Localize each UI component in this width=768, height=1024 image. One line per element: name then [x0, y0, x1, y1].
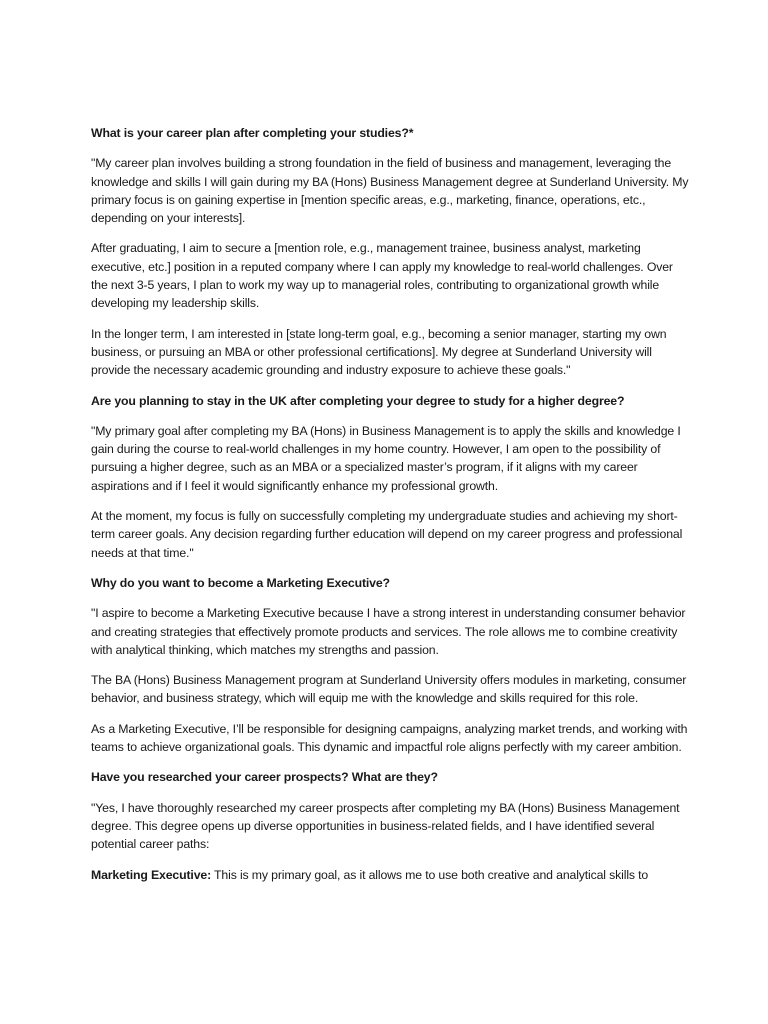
career-path-item — [91, 866, 691, 884]
section-marketing-executive — [91, 574, 691, 756]
answer-paragraph: In the longer term, I am interested in [state long-term goal, e.g., becoming a senior manager, starting my own business, or pursuing an MBA or other professional certifications]. My degree at Sunderland University will provide the necessary academic grounding and industry exposure to achieve these goals." — [91, 326, 667, 378]
answer-paragraph: "My career plan involves building a strong foundation in the field of business and management, leveraging the knowledge and skills I will gain during my BA (Hons) Business Management degree at Sunderland University. My primary focus is on gaining expertise in [mention specific areas, e.g., marketing, finance, operations, etc., depending on your interests]. — [91, 156, 689, 226]
answer-paragraph: At the moment, my focus is fully on successfully completing my undergraduate studies and achieving my short-term career goals. Any decision regarding further education will depend on my career progress and professional needs at that time." — [91, 509, 683, 560]
question-heading: Are you planning to stay in the UK after completing your degree to study for a higher degree? — [91, 393, 625, 408]
answer-paragraph: The BA (Hons) Business Management program at Sunderland University offers modules in marketing, consumer behavior, and business strategy, which will equip me with the knowledge and skills required for this role. — [91, 673, 687, 706]
answer-paragraph: "I aspire to become a Marketing Executive because I have a strong interest in understanding consumer behavior and creating strategies that effectively promote products and services. The role allows me to combine creativity with analytical thinking, which matches my strengths and passion. — [91, 606, 686, 657]
question-heading: Why do you want to become a Marketing Executive? — [91, 575, 390, 590]
section-career-prospects — [91, 768, 691, 883]
answer-paragraph: "Yes, I have thoroughly researched my career prospects after completing my BA (Hons) Business Management degree. This degree opens up diverse opportunities in business-related fields, and I have identified several potential career paths: — [91, 800, 680, 852]
document-page — [91, 124, 691, 896]
question-heading: Have you researched your career prospects? What are they? — [91, 770, 438, 785]
career-path-text: This is my primary goal, as it allows me to use both creative and analytical skills to — [211, 867, 649, 882]
section-career-plan — [91, 124, 691, 380]
question-heading: What is your career plan after completing your studies?* — [91, 126, 414, 140]
answer-paragraph: As a Marketing Executive, I’ll be responsible for designing campaigns, analyzing market trends, and working with teams to achieve organizational goals. This dynamic and impactful role aligns perfectly with my career ambition. — [91, 721, 688, 755]
answer-paragraph: "My primary goal after completing my BA (Hons) in Business Management is to apply the skills and knowledge I gain during the course to real-world challenges in my home country. However, I am open to the possibility of pursuing a higher degree, such as an MBA or a specialized master’s program, if it aligns with my career aspirations and if I feel it would significantly enhance my professional growth. — [91, 423, 681, 493]
section-stay-in-uk — [91, 392, 691, 562]
answer-paragraph: After graduating, I aim to secure a [mention role, e.g., management trainee, business analyst, marketing executive, etc.] position in a reputed company where I can apply my knowledge to real-world challenges. Over the next 3-5 years, I plan to work my way up to managerial roles, contributing to organizational growth while developing my leadership skills. — [91, 241, 673, 311]
career-path-lead: Marketing Executive: — [91, 867, 212, 882]
